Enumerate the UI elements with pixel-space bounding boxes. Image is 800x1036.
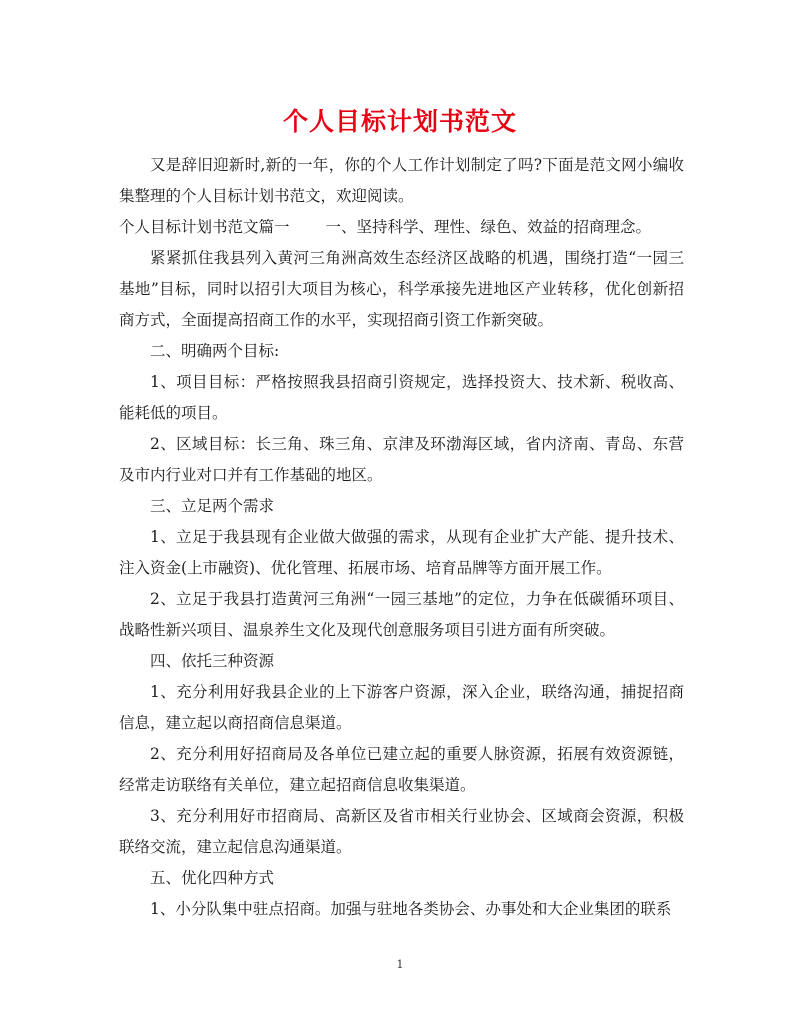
section-heading-4: 四、依托三种资源 — [150, 652, 275, 670]
document-body — [119, 150, 684, 925]
paragraph: 2、立足于我县打造黄河三角洲“一园三基地”的定位，力争在低碳循环项目、战略性新兴项目、温泉养生文化及现代创意服务项目引进方面有所突破。 — [119, 590, 684, 639]
article-heading: 个人目标计划书范文篇一 — [119, 218, 290, 236]
section-heading-line — [119, 212, 684, 243]
paragraph: 1、小分队集中驻点招商。加强与驻地各类协会、办事处和大企业集团的联系 — [150, 900, 672, 918]
section-heading-2: 二、明确两个目标: — [150, 342, 280, 360]
intro-paragraph: 又是辞旧迎新时,新的一年，你的个人工作计划制定了吗?下面是范文网小编收集整理的个人目标计划书范文，欢迎阅读。 — [119, 156, 684, 205]
page-number: 1 — [396, 958, 404, 971]
paragraph: 2、充分利用好招商局及各单位已建立起的重要人脉资源，拓展有效资源链，经常走访联络有关单位，建立起招商信息收集渠道。 — [119, 745, 684, 794]
paragraph: 1、立足于我县现有企业做大做强的需求，从现有企业扩大产能、提升技术、注入资金(上市融资)、优化管理、拓展市场、培育品牌等方面开展工作。 — [119, 528, 684, 577]
paragraph: 1、项目目标：严格按照我县招商引资规定，选择投资大、技术新、税收高、能耗低的项目。 — [119, 373, 684, 422]
paragraph: 2、区域目标：长三角、珠三角、京津及环渤海区域，省内济南、青岛、东营及市内行业对口并有工作基础的地区。 — [119, 435, 684, 484]
section-heading-1: 一、坚持科学、理性、绿色、效益的招商理念。 — [325, 218, 652, 236]
paragraph: 3、充分利用好市招商局、高新区及省市相关行业协会、区域商会资源，积极联络交流，建立起信息沟通渠道。 — [119, 807, 684, 856]
section-heading-3: 三、立足两个需求 — [150, 497, 275, 515]
document-title: 个人目标计划书范文 — [282, 107, 517, 136]
section-heading-5: 五、优化四种方式 — [150, 869, 275, 887]
paragraph: 紧紧抓住我县列入黄河三角洲高效生态经济区战略的机遇，围绕打造“一园三基地”目标，同时以招引大项目为核心，科学承接先进地区产业转移，优化创新招商方式，全面提高招商工作的水平，实现招商引资工作新突破。 — [119, 249, 684, 329]
paragraph: 1、充分利用好我县企业的上下游客户资源，深入企业，联络沟通，捕捉招商信息，建立起以商招商信息渠道。 — [119, 683, 684, 732]
